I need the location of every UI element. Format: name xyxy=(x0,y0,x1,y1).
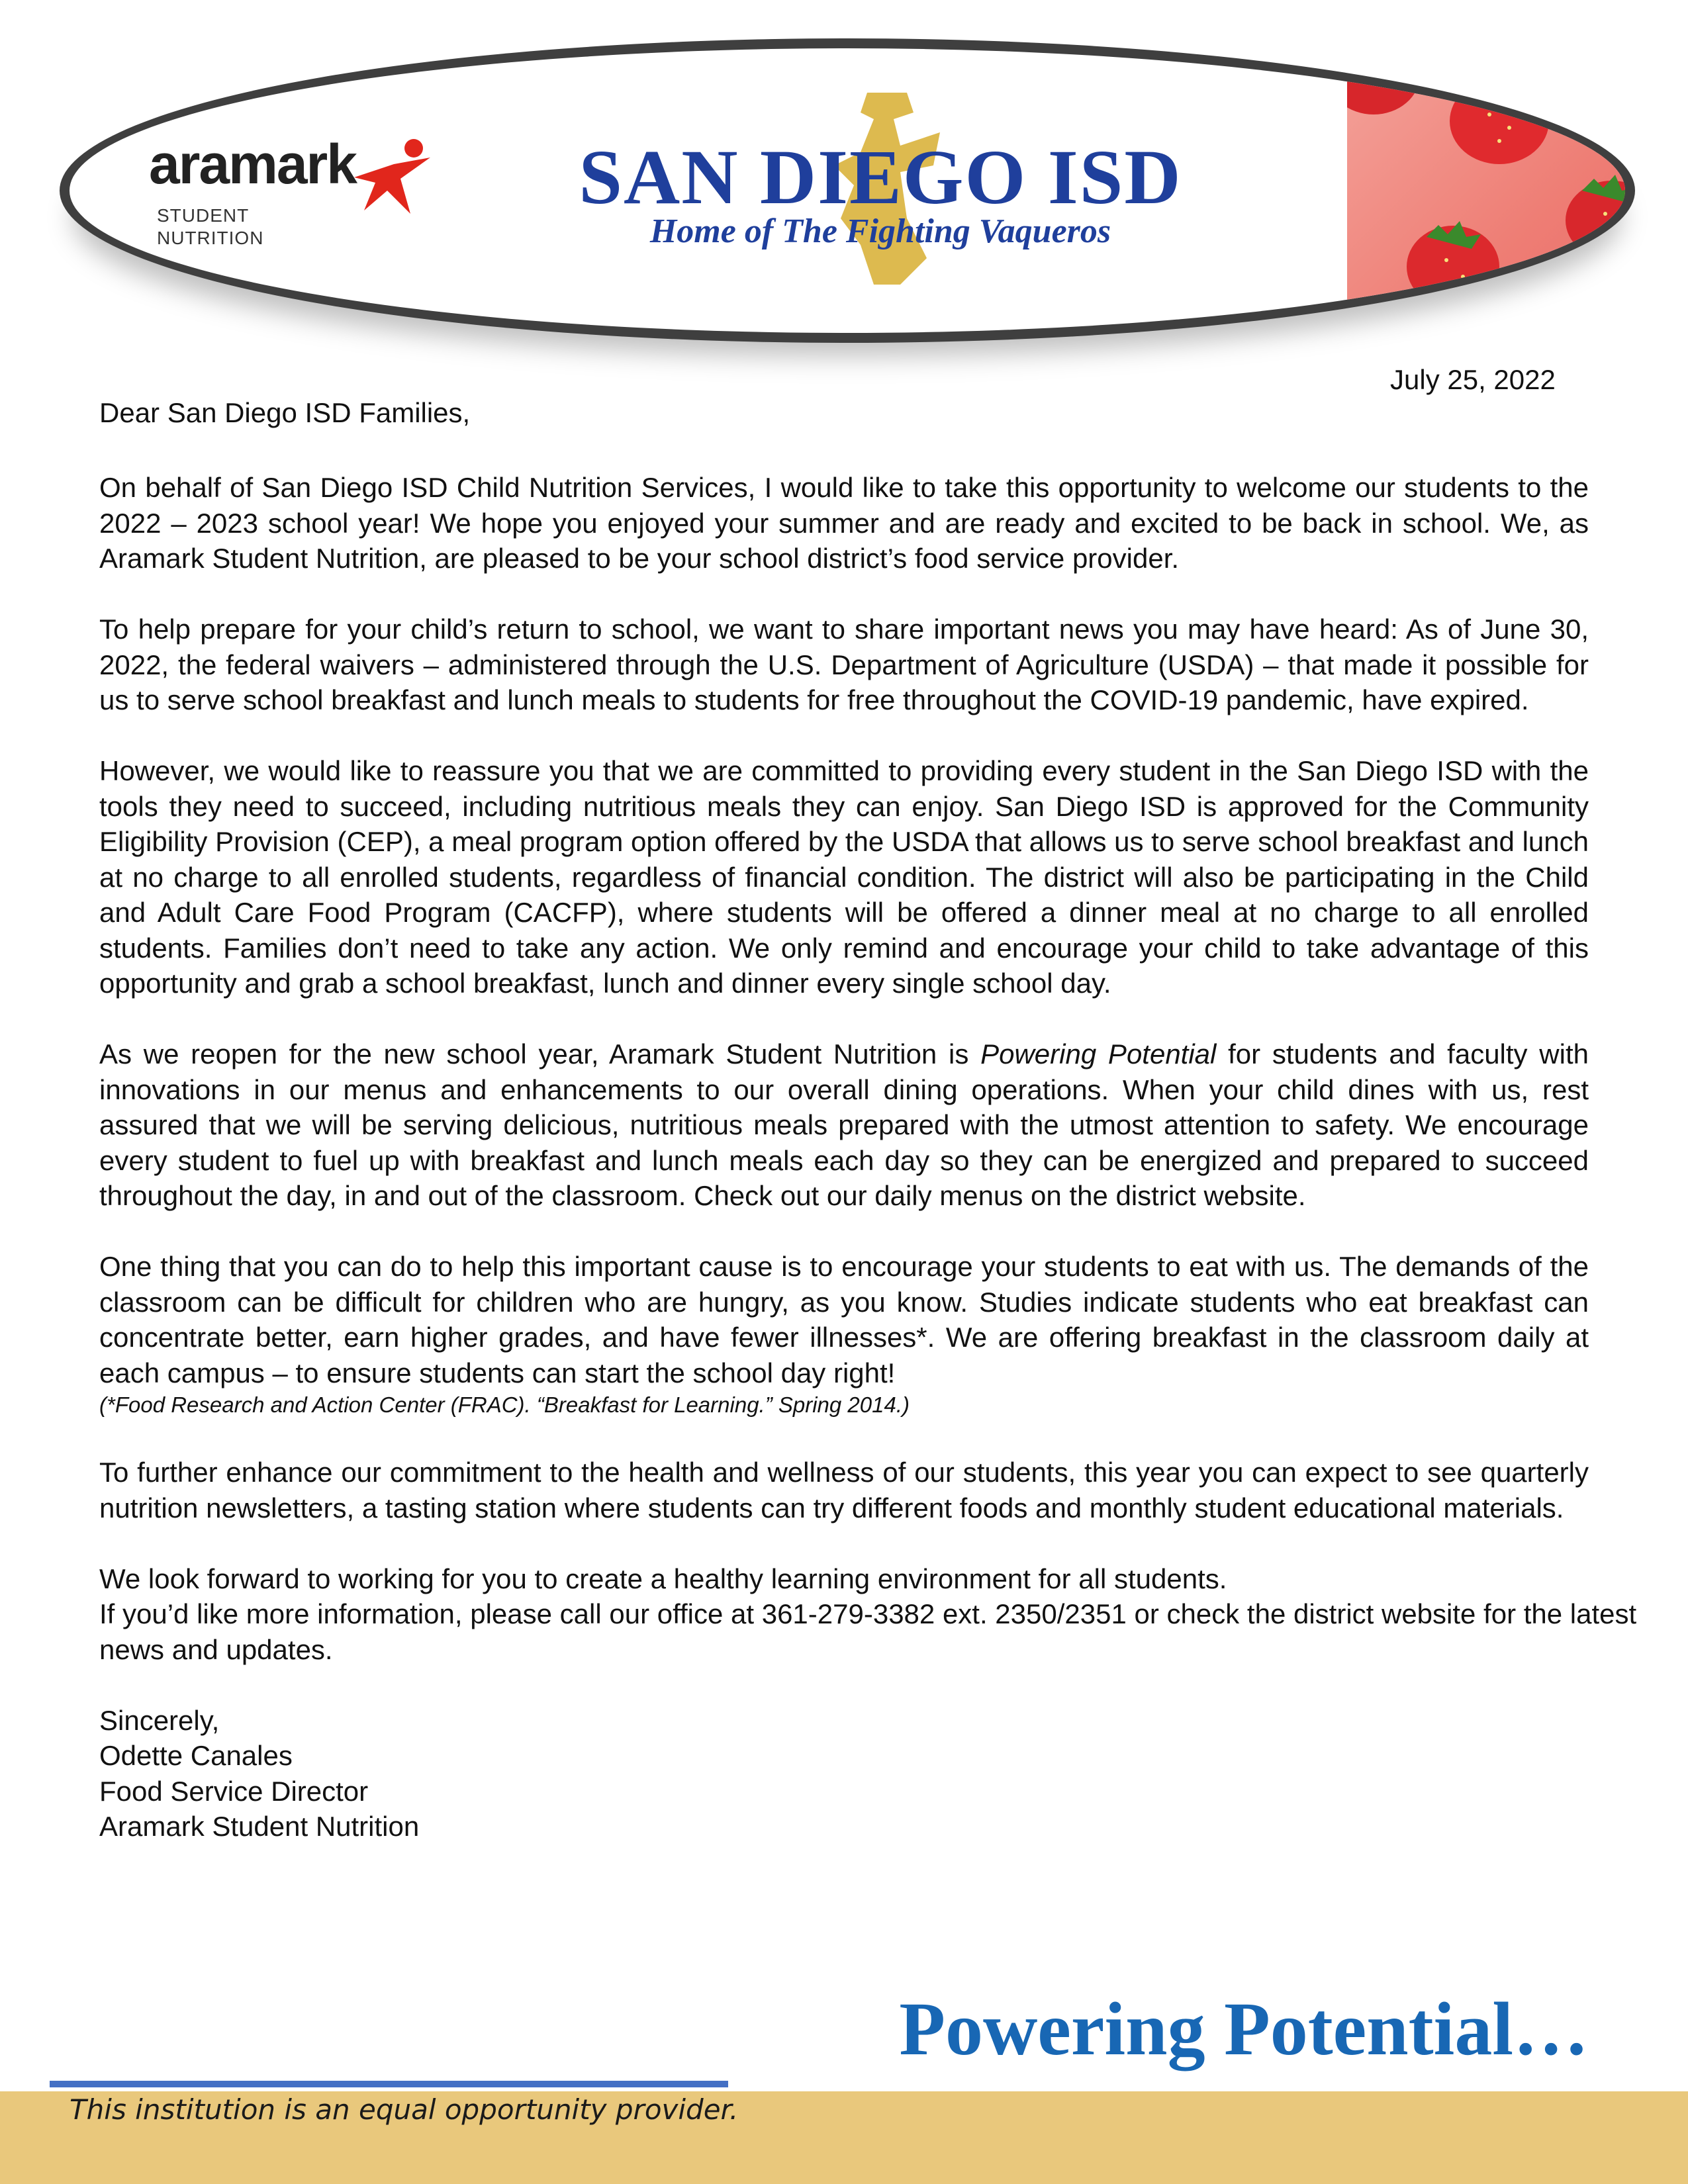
paragraph-contact xyxy=(99,1561,1642,1668)
powering-potential-italic: Powering Potential xyxy=(980,1038,1217,1069)
paragraph-breakfast: One thing that you can do to help this important cause is to encourage your students to eat with us. The demands of the classroom can be difficult for children who are hungry, as you know. Studies indicate students who eat breakfast can concentrate better, earn higher grades, and have fewer illnesses*. We are offering breakfast in the classroom daily at each campus – to ensure students can start the school day right! xyxy=(99,1251,1589,1388)
aramark-star-person-icon xyxy=(348,138,440,217)
signature-organization: Aramark Student Nutrition xyxy=(99,1811,420,1842)
aramark-wordmark: aramark xyxy=(149,133,356,195)
aramark-subtitle-nutrition: NUTRITION xyxy=(157,228,264,248)
aramark-subtitle-student: STUDENT xyxy=(157,205,250,226)
district-tagline: Home of The Fighting Vaqueros xyxy=(649,212,1111,250)
district-name: SAN DIEGO ISD xyxy=(579,134,1182,220)
paragraph-wellness: To further enhance our commitment to the health and wellness of our students, this year you can expect to see quarterly nutrition newsletters, a tasting station where students can try different foods and monthly student educational materials. xyxy=(99,1457,1589,1524)
signature-title: Food Service Director xyxy=(99,1775,369,1807)
letter-date: July 25, 2022 xyxy=(1390,364,1556,395)
district-logo xyxy=(543,86,1218,298)
strawberry-image xyxy=(1347,48,1635,343)
signature-block xyxy=(99,1703,1589,1844)
contact-line-1: We look forward to working for you to create a healthy learning environment for all students. xyxy=(99,1563,1227,1594)
paragraph-powering-potential-start: As we reopen for the new school year, Aramark Student Nutrition is xyxy=(99,1038,981,1069)
paragraph-powering-potential xyxy=(99,1036,1589,1214)
strawberries-icon xyxy=(1347,48,1635,343)
equal-opportunity-notice: This institution is an equal opportunity provider. xyxy=(70,2093,739,2126)
paragraph-cep: However, we would like to reassure you that we are committed to providing every student in the San Diego ISD with the tools they need to succeed, including nutritious meals they can enjoy. San Diego ISD is approved for the Community Eligibility Provision (CEP), a meal program option offered by the USDA that allows us to serve school breakfast and lunch at no charge to all enrolled students, regardless of financial condition. The district will also be participating in the Child and Adult Care Food Program (CACFP), where students will be offered a dinner meal at no charge to all enrolled students. Families don’t need to take any action. We only remind and encourage your child to take advantage of this opportunity and grab a school breakfast, lunch and dinner every single school day. xyxy=(99,755,1589,999)
signature-name: Odette Canales xyxy=(99,1740,293,1771)
aramark-logo xyxy=(149,132,453,265)
paragraph-waivers: To help prepare for your child’s return to school, we want to share important news you may have heard: As of June 30, 2022, the federal waivers – administered through the U.S. Department of Agriculture (USDA) – that made it possible for us to serve school breakfast and lunch meals to students for free throughout the COVID-19 pandemic, have expired. xyxy=(99,614,1589,715)
paragraph-welcome: On behalf of San Diego ISD Child Nutrition Services, I would like to take this opportunity to welcome our students to the 2022 – 2023 school year! We hope you enjoyed your summer and are ready and excited to be back in school. We, as Aramark Student Nutrition, are pleased to be your school district’s food service provider. xyxy=(99,472,1589,574)
slogan: Powering Potential… xyxy=(899,1987,1589,2071)
footnote-citation: (*Food Research and Action Center (FRAC). “Breakfast for Learning.” Spring 2014.) xyxy=(99,1392,910,1417)
contact-line-2: If you’d like more information, please call our office at 361-279-3382 ext. 2350/2351 or check the district website for the latest news and updates. xyxy=(99,1598,1637,1665)
signature-closing: Sincerely, xyxy=(99,1704,220,1736)
paragraph-powering-potential-end: for students and faculty with innovations in our menus and enhancements to our overall dining operations. When your child dines with us, rest assured that we will be serving delicious, nutritious meals prepared with the utmost attention to safety. We encourage every student to fuel up with breakfast and lunch meals each day so they can be energized and prepared to succeed throughout the day, in and out of the classroom. Check out our daily menus on the district website. xyxy=(99,1038,1589,1211)
footer-divider xyxy=(50,2081,728,2087)
salutation: Dear San Diego ISD Families, xyxy=(99,397,471,428)
letter-body xyxy=(99,470,1637,1844)
